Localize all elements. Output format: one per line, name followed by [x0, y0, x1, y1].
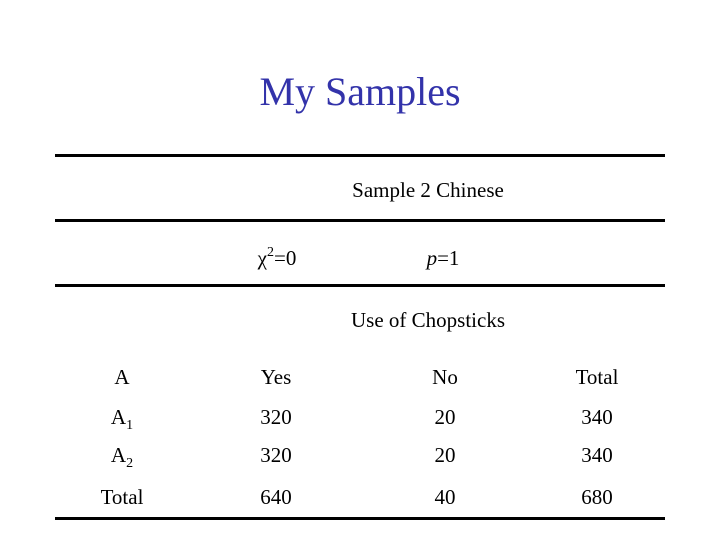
cell-no: 40 — [434, 485, 456, 509]
header-cell-total: Total — [575, 365, 619, 389]
cell-total: 680 — [581, 485, 613, 509]
cell-yes: 640 — [260, 485, 292, 509]
chi-exponent: 2 — [266, 245, 274, 260]
chi-value: =0 — [273, 246, 297, 270]
sample-rule — [55, 219, 665, 222]
sample-label: Sample 2 Chinese — [352, 178, 504, 202]
p-symbol: p — [426, 246, 438, 270]
cell-no: 20 — [434, 443, 456, 467]
row-label: $A_2$ — [110, 443, 134, 471]
slide-title: My Samples — [259, 69, 461, 114]
cell-yes: 320 — [260, 405, 292, 429]
top-rule — [55, 154, 665, 157]
header-cell-yes: Yes — [260, 365, 292, 389]
cell-total: 340 — [581, 405, 613, 429]
bottom-rule — [55, 517, 665, 520]
header-cell-a: A — [114, 365, 130, 389]
stats-rule — [55, 284, 665, 287]
row-label: Total — [100, 485, 144, 509]
p-value: =1 — [437, 246, 460, 270]
row-label: $A_1$ — [110, 405, 134, 433]
cell-yes: 320 — [260, 443, 292, 467]
cell-no: 20 — [434, 405, 456, 429]
chi-square-stat — [258, 246, 297, 270]
header-cell-no: No — [432, 365, 458, 389]
cell-total: 340 — [581, 443, 613, 467]
subheading: Use of Chopsticks — [351, 308, 505, 332]
p-value-stat — [427, 246, 460, 270]
chi-symbol: χ — [257, 246, 267, 270]
